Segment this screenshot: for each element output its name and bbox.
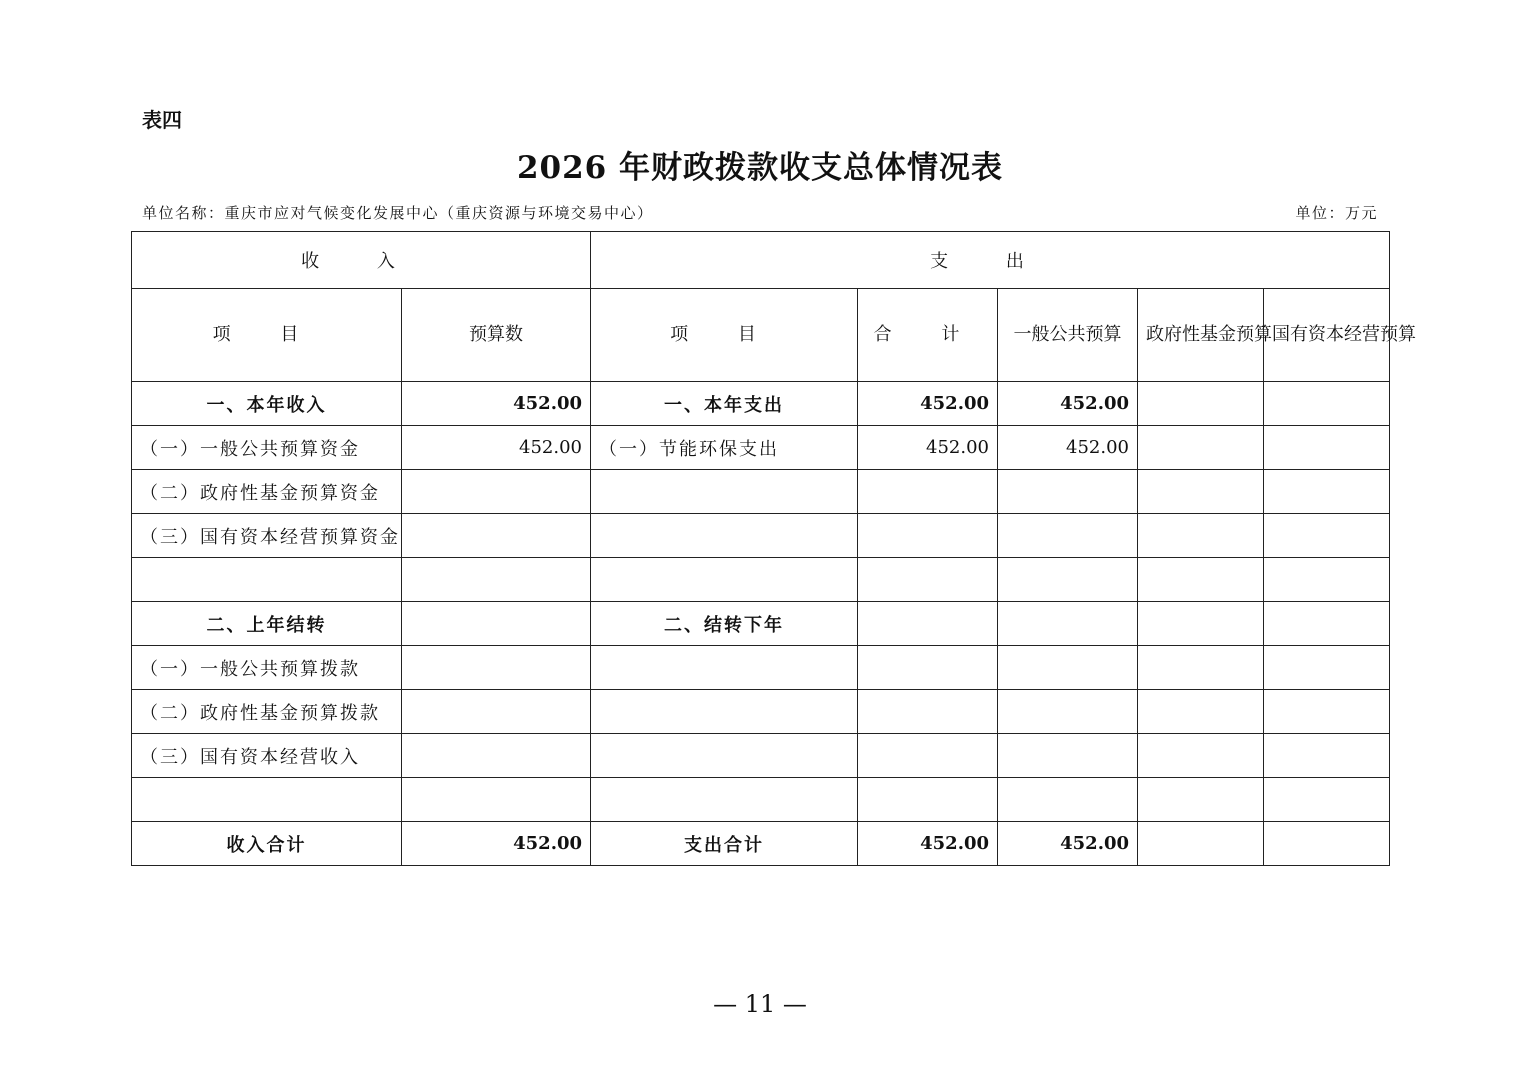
unit-measure: 单位：万元 bbox=[1295, 204, 1378, 222]
col-expense-item: 项 目 bbox=[591, 289, 858, 382]
expense-general-public bbox=[998, 470, 1138, 514]
expense-gov-fund bbox=[1138, 470, 1264, 514]
col-general-public: 一般公共预算 bbox=[998, 289, 1138, 382]
income-item: （三）国有资本经营预算资金 bbox=[132, 514, 402, 558]
expense-general-public bbox=[998, 778, 1138, 822]
expense-item bbox=[591, 734, 858, 778]
budget-table bbox=[131, 231, 1417, 866]
income-item: （二）政府性基金预算资金 bbox=[132, 470, 402, 514]
income-budget bbox=[402, 734, 591, 778]
expense-item bbox=[591, 470, 858, 514]
column-header-row bbox=[132, 289, 1390, 382]
income-item: （一）一般公共预算资金 bbox=[132, 426, 402, 470]
expense-total: 452.00 bbox=[858, 382, 998, 426]
expense-gov-fund bbox=[1138, 690, 1264, 734]
expense-state-capital bbox=[1264, 646, 1390, 690]
expense-state-capital bbox=[1264, 558, 1390, 602]
section-income-header: 收 入 bbox=[132, 232, 591, 289]
expense-total bbox=[858, 514, 998, 558]
expense-general-public: 452.00 bbox=[998, 382, 1138, 426]
expense-total bbox=[858, 602, 998, 646]
table-row bbox=[132, 514, 1390, 558]
table-row bbox=[132, 558, 1390, 602]
table-row bbox=[132, 382, 1390, 426]
col-income-budget: 预算数 bbox=[402, 289, 591, 382]
expense-item: 一、本年支出 bbox=[591, 382, 858, 426]
unit-name: 单位名称：重庆市应对气候变化发展中心（重庆资源与环境交易中心） bbox=[142, 204, 654, 222]
expense-item: 二、结转下年 bbox=[591, 602, 858, 646]
expense-total bbox=[858, 778, 998, 822]
expense-total bbox=[858, 470, 998, 514]
expense-state-capital bbox=[1264, 822, 1390, 866]
expense-item bbox=[591, 778, 858, 822]
expense-item bbox=[591, 646, 858, 690]
expense-item bbox=[591, 558, 858, 602]
table-row bbox=[132, 734, 1390, 778]
expense-state-capital bbox=[1264, 514, 1390, 558]
expense-general-public bbox=[998, 558, 1138, 602]
expense-total: 452.00 bbox=[858, 426, 998, 470]
income-budget bbox=[402, 690, 591, 734]
expense-general-public bbox=[998, 646, 1138, 690]
expense-state-capital bbox=[1264, 690, 1390, 734]
expense-total bbox=[858, 734, 998, 778]
income-budget bbox=[402, 646, 591, 690]
col-gov-fund: 政府性基金预算 bbox=[1138, 289, 1264, 382]
expense-gov-fund bbox=[1138, 734, 1264, 778]
expense-total-label: 支出合计 bbox=[591, 822, 858, 866]
expense-general-public bbox=[998, 602, 1138, 646]
expense-total bbox=[858, 646, 998, 690]
expense-total bbox=[858, 690, 998, 734]
expense-state-capital bbox=[1264, 602, 1390, 646]
col-state-capital: 国有资本经营预算 bbox=[1264, 289, 1390, 382]
expense-gov-fund bbox=[1138, 778, 1264, 822]
table-row bbox=[132, 602, 1390, 646]
expense-item bbox=[591, 514, 858, 558]
income-budget bbox=[402, 602, 591, 646]
col-total: 合 计 bbox=[858, 289, 998, 382]
income-budget bbox=[402, 514, 591, 558]
expense-general-public bbox=[998, 734, 1138, 778]
expense-general-public bbox=[998, 690, 1138, 734]
col-income-item: 项 目 bbox=[132, 289, 402, 382]
income-total-value: 452.00 bbox=[402, 822, 591, 866]
expense-general-public: 452.00 bbox=[998, 426, 1138, 470]
expense-general-public: 452.00 bbox=[998, 822, 1138, 866]
table-total-row bbox=[132, 822, 1390, 866]
income-budget bbox=[402, 778, 591, 822]
income-item: 二、上年结转 bbox=[132, 602, 402, 646]
income-item: （一）一般公共预算拨款 bbox=[132, 646, 402, 690]
expense-total bbox=[858, 558, 998, 602]
expense-gov-fund bbox=[1138, 646, 1264, 690]
income-item: （二）政府性基金预算拨款 bbox=[132, 690, 402, 734]
table-row bbox=[132, 426, 1390, 470]
income-budget: 452.00 bbox=[402, 426, 591, 470]
table-row bbox=[132, 690, 1390, 734]
income-budget: 452.00 bbox=[402, 382, 591, 426]
expense-state-capital bbox=[1264, 382, 1390, 426]
table-row bbox=[132, 646, 1390, 690]
income-item: （三）国有资本经营收入 bbox=[132, 734, 402, 778]
expense-gov-fund bbox=[1138, 514, 1264, 558]
income-item bbox=[132, 558, 402, 602]
expense-gov-fund bbox=[1138, 558, 1264, 602]
page-number: — 11 — bbox=[713, 990, 807, 1018]
expense-total: 452.00 bbox=[858, 822, 998, 866]
section-header-row bbox=[132, 232, 1390, 289]
table-row bbox=[132, 470, 1390, 514]
table-label: 表四 bbox=[142, 108, 182, 132]
expense-item: （一）节能环保支出 bbox=[591, 426, 858, 470]
income-budget bbox=[402, 558, 591, 602]
income-budget bbox=[402, 470, 591, 514]
expense-item bbox=[591, 690, 858, 734]
expense-gov-fund bbox=[1138, 426, 1264, 470]
income-total-label: 收入合计 bbox=[132, 822, 402, 866]
expense-state-capital bbox=[1264, 778, 1390, 822]
expense-state-capital bbox=[1264, 734, 1390, 778]
document-title: 2026 年财政拨款收支总体情况表 bbox=[516, 150, 1004, 186]
section-expense-header: 支 出 bbox=[591, 232, 1390, 289]
table-row bbox=[132, 778, 1390, 822]
expense-state-capital bbox=[1264, 426, 1390, 470]
expense-general-public bbox=[998, 514, 1138, 558]
income-item bbox=[132, 778, 402, 822]
expense-gov-fund bbox=[1138, 382, 1264, 426]
expense-state-capital bbox=[1264, 470, 1390, 514]
income-item: 一、本年收入 bbox=[132, 382, 402, 426]
expense-gov-fund bbox=[1138, 822, 1264, 866]
expense-gov-fund bbox=[1138, 602, 1264, 646]
